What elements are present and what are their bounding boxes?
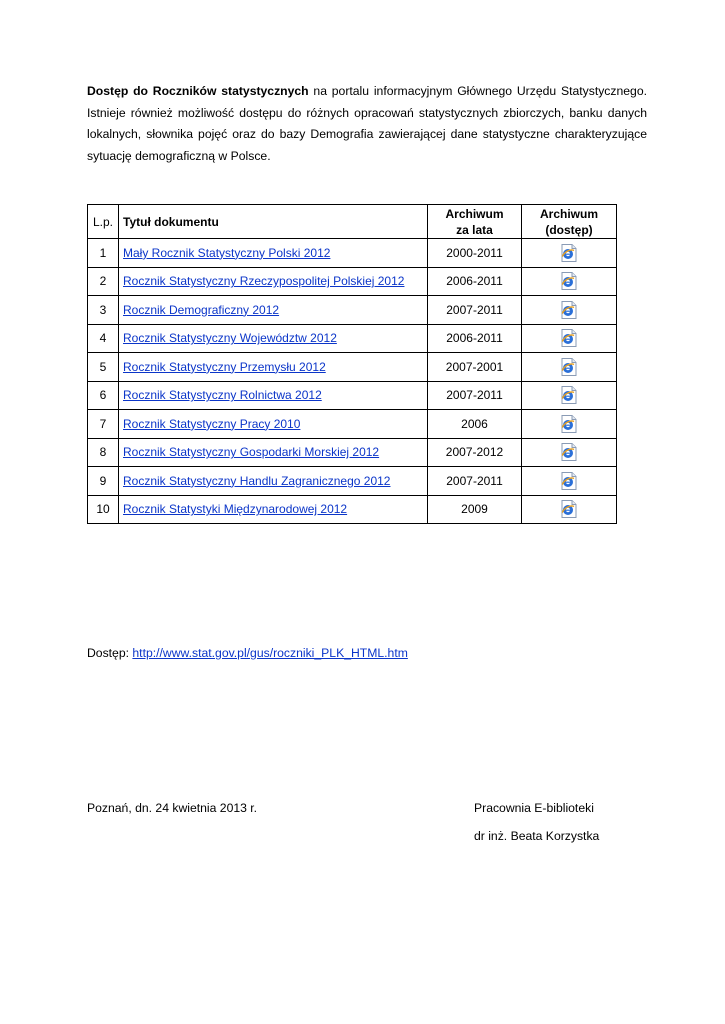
internet-explorer-icon[interactable] xyxy=(559,414,579,434)
table-row xyxy=(88,324,617,353)
document-link[interactable]: Rocznik Statystyki Międzynarodowej 2012 xyxy=(123,502,348,517)
row-title-cell xyxy=(119,296,428,325)
row-lp: 6 xyxy=(88,381,119,410)
row-lp: 4 xyxy=(88,324,119,353)
document-link[interactable]: Rocznik Statystyczny Handlu Zagranicznego 2012 xyxy=(123,473,391,488)
row-title-cell xyxy=(119,495,428,524)
intro-text: na portalu informacyjnym Głównego Urzędu Statystycznego. Istnieje również możliwość dostępu do różnych opracowań statystycznych zbiorczych, banku danych lokalnych, słownika pojęć oraz do bazy Demografia zawierającej dane statystyczne charakteryzujące sytuację demograficzną w Polsce. xyxy=(87,84,647,163)
document-link[interactable]: Rocznik Statystyczny Pracy 2010 xyxy=(123,416,301,431)
internet-explorer-icon[interactable] xyxy=(559,471,579,491)
document-link[interactable]: Mały Rocznik Statystyczny Polski 2012 xyxy=(123,245,331,260)
row-access-cell xyxy=(522,239,617,268)
row-years: 2007-2001 xyxy=(428,353,522,382)
header-lp: L.p. xyxy=(88,205,119,239)
access-url-link[interactable]: http://www.stat.gov.pl/gus/roczniki_PLK_HTML.htm xyxy=(132,646,408,660)
intro-paragraph xyxy=(87,81,647,167)
row-lp: 7 xyxy=(88,410,119,439)
row-title-cell xyxy=(119,438,428,467)
internet-explorer-icon[interactable] xyxy=(559,499,579,519)
table-row xyxy=(88,296,617,325)
row-years: 2007-2011 xyxy=(428,296,522,325)
row-years: 2007-2011 xyxy=(428,381,522,410)
internet-explorer-icon[interactable] xyxy=(559,300,579,320)
row-lp: 10 xyxy=(88,495,119,524)
row-years: 2009 xyxy=(428,495,522,524)
row-access-cell xyxy=(522,467,617,496)
internet-explorer-icon[interactable] xyxy=(559,442,579,462)
row-access-cell xyxy=(522,495,617,524)
table-body xyxy=(88,239,617,524)
access-line xyxy=(87,643,408,663)
internet-explorer-icon[interactable] xyxy=(559,357,579,377)
table-row xyxy=(88,438,617,467)
table-row xyxy=(88,239,617,268)
row-title-cell xyxy=(119,381,428,410)
row-title-cell xyxy=(119,410,428,439)
table-row xyxy=(88,353,617,382)
row-years: 2007-2011 xyxy=(428,467,522,496)
header-years xyxy=(428,205,522,239)
internet-explorer-icon[interactable] xyxy=(559,243,579,263)
place-date: Poznań, dn. 24 kwietnia 2013 r. xyxy=(87,801,258,815)
document-link[interactable]: Rocznik Statystyczny Rolnictwa 2012 xyxy=(123,388,322,403)
document-link[interactable]: Rocznik Statystyczny Przemysłu 2012 xyxy=(123,359,326,374)
row-lp: 3 xyxy=(88,296,119,325)
row-years: 2000-2011 xyxy=(428,239,522,268)
table-row xyxy=(88,495,617,524)
table-header-row xyxy=(88,205,617,239)
header-years-line2: za lata xyxy=(456,222,493,237)
row-access-cell xyxy=(522,381,617,410)
header-years-line1: Archiwum xyxy=(445,206,504,221)
row-lp: 1 xyxy=(88,239,119,268)
row-lp: 5 xyxy=(88,353,119,382)
table-row xyxy=(88,267,617,296)
internet-explorer-icon[interactable] xyxy=(559,328,579,348)
header-title: Tytuł dokumentu xyxy=(119,205,428,239)
document-link[interactable]: Rocznik Statystyczny Województw 2012 xyxy=(123,331,337,346)
row-years: 2006-2011 xyxy=(428,267,522,296)
row-years: 2006-2011 xyxy=(428,324,522,353)
document-link[interactable]: Rocznik Statystyczny Gospodarki Morskiej 2012 xyxy=(123,445,380,460)
row-title-cell xyxy=(119,324,428,353)
row-access-cell xyxy=(522,353,617,382)
row-title-cell xyxy=(119,353,428,382)
header-access-line2: (dostęp) xyxy=(545,222,593,237)
row-title-cell xyxy=(119,239,428,268)
table-row xyxy=(88,381,617,410)
row-access-cell xyxy=(522,324,617,353)
row-lp: 9 xyxy=(88,467,119,496)
row-years: 2006 xyxy=(428,410,522,439)
document-link[interactable]: Rocznik Statystyczny Rzeczypospolitej Polskiej 2012 xyxy=(123,274,405,289)
row-lp: 2 xyxy=(88,267,119,296)
row-access-cell xyxy=(522,296,617,325)
header-access xyxy=(522,205,617,239)
row-years: 2007-2012 xyxy=(428,438,522,467)
author-name: dr inż. Beata Korzystka xyxy=(474,829,600,843)
row-access-cell xyxy=(522,267,617,296)
intro-bold-heading: Dostęp do Roczników statystycznych xyxy=(87,84,309,98)
row-title-cell xyxy=(119,467,428,496)
row-title-cell xyxy=(119,267,428,296)
table-row xyxy=(88,410,617,439)
organization-name: Pracownia E-biblioteki xyxy=(474,801,594,815)
document-link[interactable]: Rocznik Demograficzny 2012 xyxy=(123,302,280,317)
access-label: Dostęp: xyxy=(87,646,130,660)
row-lp: 8 xyxy=(88,438,119,467)
table-row xyxy=(88,467,617,496)
internet-explorer-icon[interactable] xyxy=(559,271,579,291)
internet-explorer-icon[interactable] xyxy=(559,385,579,405)
row-access-cell xyxy=(522,410,617,439)
header-access-line1: Archiwum xyxy=(539,206,598,221)
row-access-cell xyxy=(522,438,617,467)
documents-table xyxy=(87,204,617,524)
